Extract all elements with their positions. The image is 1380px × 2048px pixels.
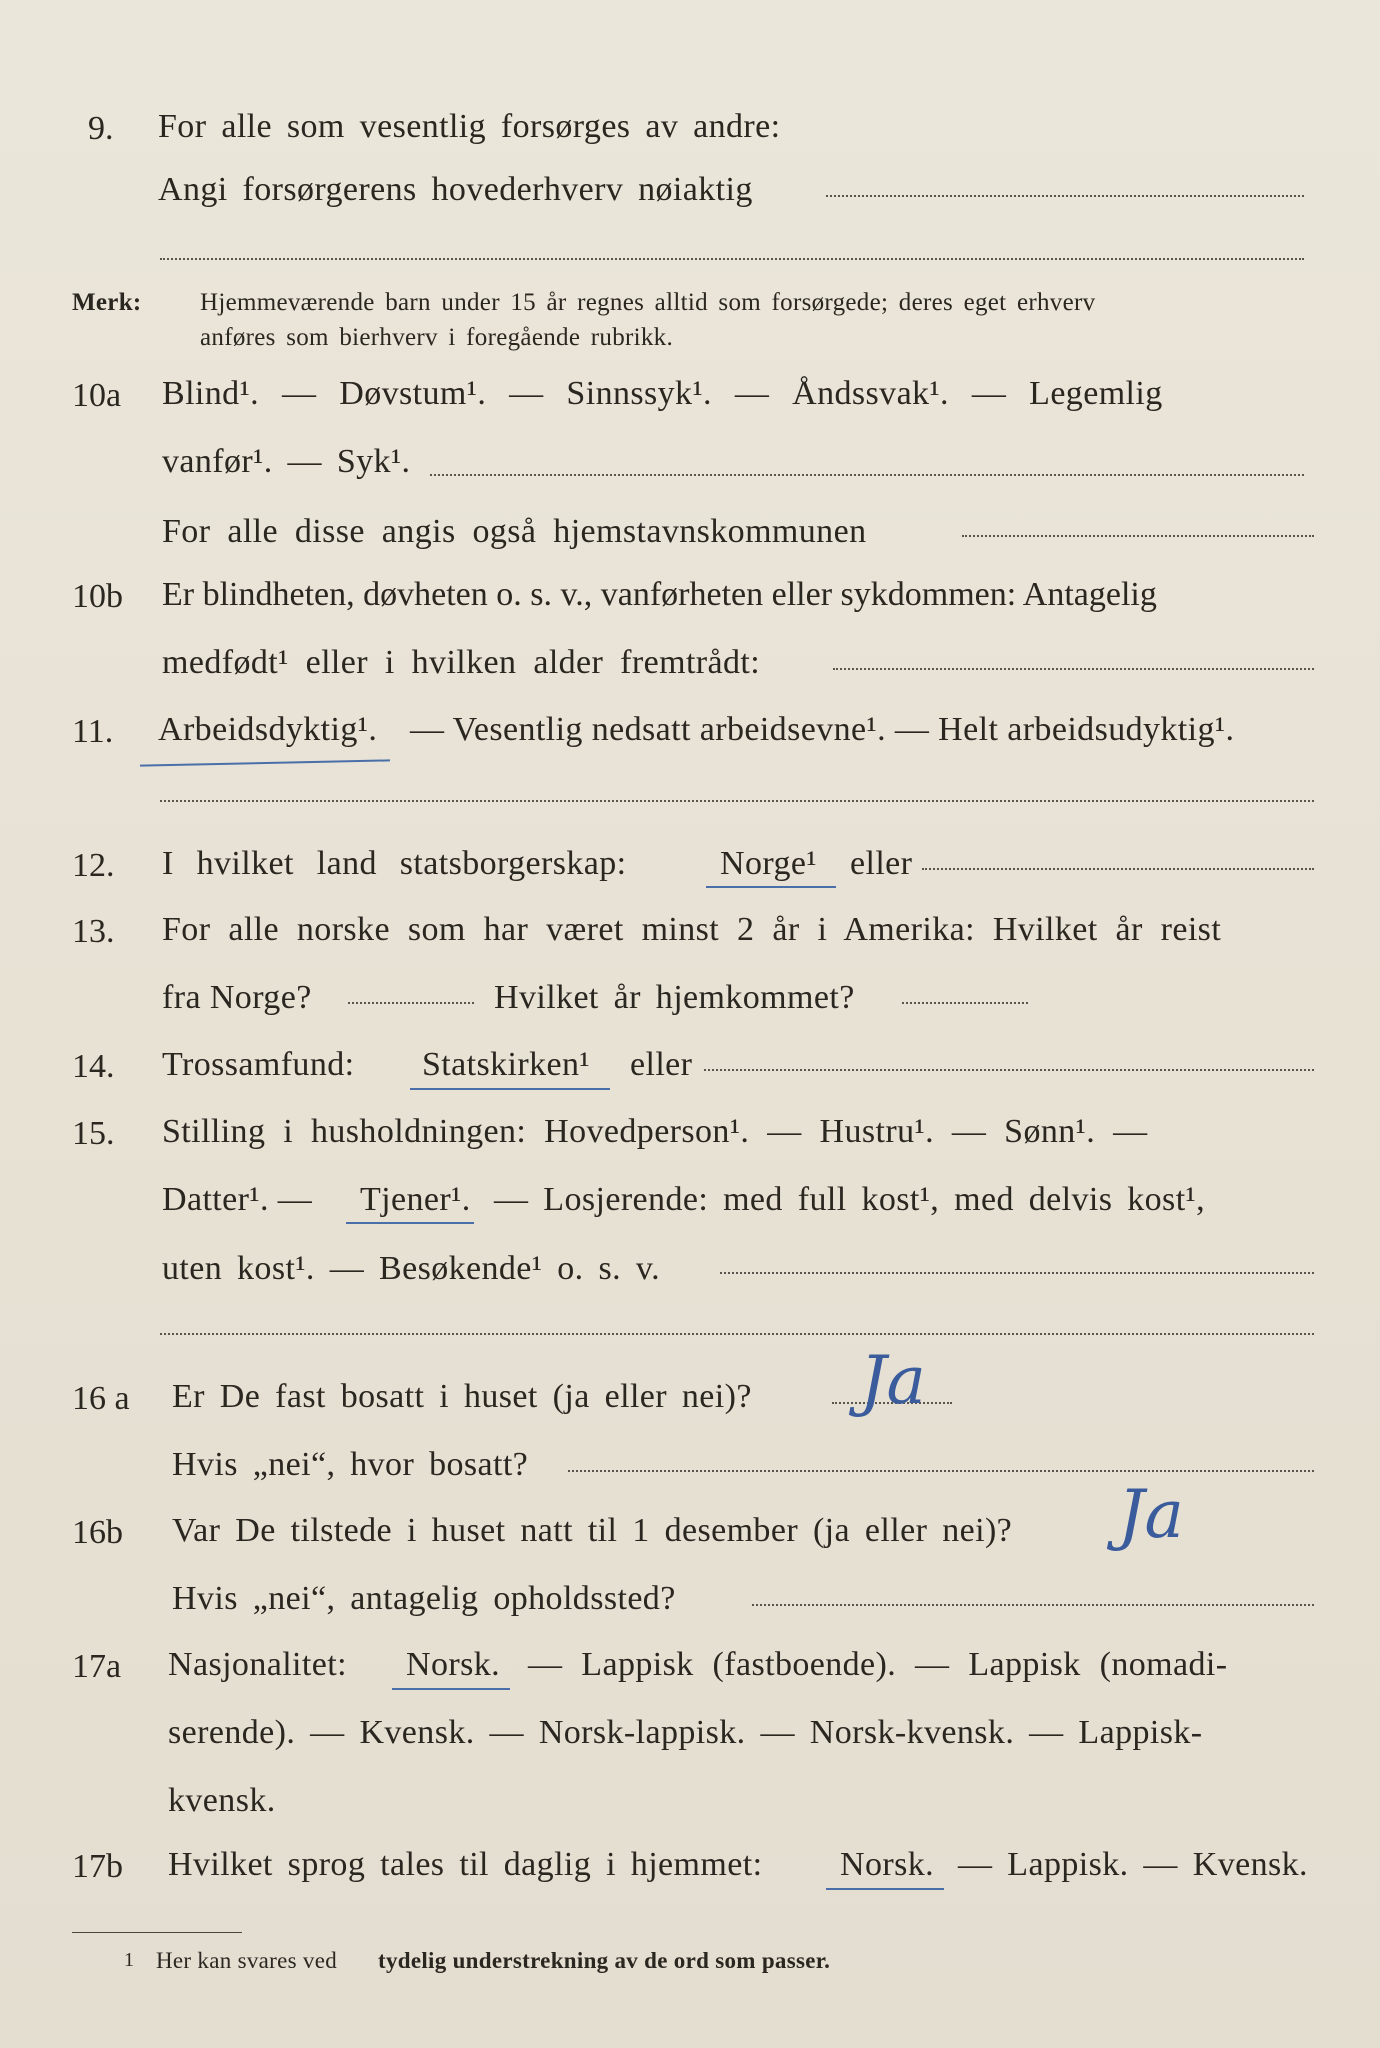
footnote-text: Her kan svares ved [156,1948,338,1973]
q15-line2a: Datter¹. — [162,1181,313,1218]
merk-label: Merk: [72,289,142,316]
q16a-line2: Hvis „nei“, hvor bosatt? [172,1446,529,1483]
q12-option-norge: Norge¹ [720,845,817,882]
q9-number: 9. [88,110,114,147]
q15-line3: uten kost¹. — Besøkende¹ o. s. v. [162,1250,661,1287]
q10a-line1: Blind¹. — Døvstum¹. — Sinnssyk¹. — Åndssvak¹. — Legemlig [162,375,1163,412]
q17b-handwritten-underline [826,1888,944,1890]
q9-line2: Angi forsørgerens hovederhverv nøiaktig [158,171,753,208]
q16b-number: 16b [72,1514,123,1551]
q13-line1: For alle norske som har været minst 2 år i Amerika: Hvilket år reist [162,911,1222,948]
q10a-answer-line [430,474,1304,476]
q16a-residence-line [568,1470,1314,1472]
q15-option-tjener: Tjener¹. [360,1181,471,1218]
q14-handwritten-underline [410,1088,610,1090]
q11-rest: — Vesentlig nedsatt arbeidsevne¹. — Helt arbeidsudyktig¹. [410,711,1235,748]
q15-answer-line [720,1272,1314,1274]
q17a-line3: kvensk. [168,1782,276,1819]
q11-handwritten-underline [140,759,390,766]
q12-answer-line [922,868,1314,870]
q16b-location-line [752,1604,1314,1606]
q10b-number: 10b [72,578,123,615]
merk-line2: anføres som bierhverv i foregående rubrikk. [200,324,674,351]
q13-line2b: Hvilket år hjemkommet? [494,979,855,1016]
q17a-line1b: — Lappisk (fastboende). — Lappisk (nomadi- [528,1646,1228,1683]
q10b-line1: Er blindheten, døvheten o. s. v., vanførheten eller sykdommen: Antagelig [162,576,1157,613]
q14-option-statskirken: Statskirken¹ [422,1046,590,1083]
q16b-handwritten-answer: Ja [1118,1476,1184,1553]
footnote-rule [72,1932,242,1933]
q11-option-arbeidsdyktig: Arbeidsdyktig¹. [158,711,378,748]
q15-line1: Stilling i husholdningen: Hovedperson¹. — Hustru¹. — Sønn¹. — [162,1113,1148,1150]
q14-prefix: Trossamfund: [162,1046,355,1083]
q13-number: 13. [72,913,115,950]
q10b-answer-line [833,668,1314,670]
q14-answer-line [704,1069,1314,1071]
q16a-line1: Er De fast bosatt i huset (ja eller nei)? [172,1378,752,1415]
q17a-number: 17a [72,1648,122,1685]
merk-line1: Hjemmeværende barn under 15 år regnes alltid som forsørgede; deres eget erhverv [200,289,1096,316]
q17b-prefix: Hvilket sprog tales til daglig i hjemmet: [168,1846,763,1883]
footnote-emphasis: tydelig understrekning av de ord som passer. [378,1948,831,1973]
q17b-option-norsk: Norsk. [840,1846,935,1883]
q17b-suffix: — Lappisk. — Kvensk. [958,1846,1308,1883]
q11-number: 11. [72,713,114,750]
q13-year-departed-line [348,1002,474,1004]
q12-number: 12. [72,847,115,884]
q16a-handwritten-answer: Ja [860,1342,926,1419]
q17a-line1a: Nasjonalitet: [168,1646,347,1683]
q14-number: 14. [72,1048,115,1085]
q12-handwritten-underline [706,886,836,888]
q15-handwritten-underline [346,1222,474,1224]
q17a-handwritten-underline [392,1688,510,1690]
q9-answer-line-2 [160,258,1304,260]
q15-number: 15. [72,1115,115,1152]
q11-answer-line [160,800,1314,802]
q9-line1: For alle som vesentlig forsørges av andre: [158,108,781,145]
q13-year-returned-line [902,1002,1028,1004]
q12-prefix: I hvilket land statsborgerskap: [162,845,627,882]
q10b-line2: medfødt¹ eller i hvilken alder fremtrådt: [162,644,761,681]
q17a-line2: serende). — Kvensk. — Norsk-lappisk. — Norsk-kvensk. — Lappisk- [168,1714,1203,1751]
q15-answer-line-2 [160,1333,1314,1335]
q16a-number: 16 a [72,1380,130,1417]
q14-suffix: eller [630,1046,693,1083]
q17b-number: 17b [72,1848,123,1885]
q10a-hometown-line [962,535,1314,537]
q16b-line2: Hvis „nei“, antagelig opholdssted? [172,1580,676,1617]
q10a-line2: vanfør¹. — Syk¹. [162,443,411,480]
q17a-option-norsk: Norsk. [406,1646,501,1683]
q9-answer-line [826,195,1304,197]
q10a-number: 10a [72,377,122,414]
q13-line2a: fra Norge? [162,979,312,1016]
footnote-mark: 1 [124,1949,135,1971]
q10a-line3: For alle disse angis også hjemstavnskommunen [162,513,867,550]
q12-suffix: eller [850,845,913,882]
q15-line2b: — Losjerende: med full kost¹, med delvis kost¹, [494,1181,1206,1218]
q16b-line1: Var De tilstede i huset natt til 1 desember (ja eller nei)? [172,1512,1013,1549]
